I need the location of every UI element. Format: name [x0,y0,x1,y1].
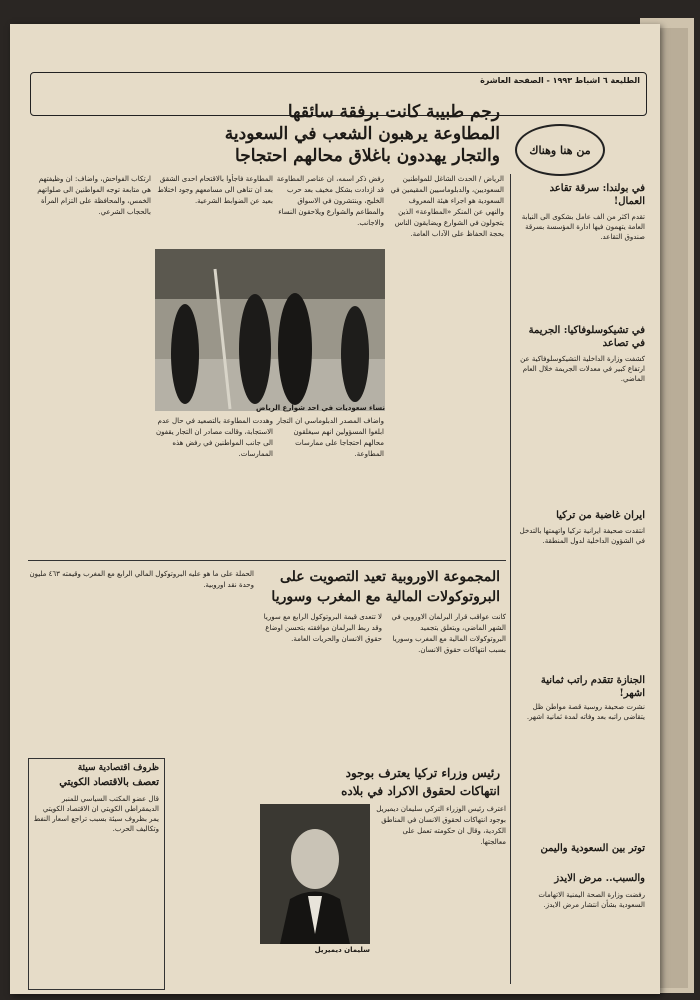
sidebar-item-1-title: في بولندا: سرقة تقاعد العمال! [549,183,645,207]
photo-caption: نساء سعوديات في احد شوارع الرياض [256,404,385,412]
turkey-headline-2: انتهاكات لحقوق الاكراد في بلاده [341,784,500,798]
sidebar-item-1-body: تقدم اكثر من الف عامل بشكوى الى النيابة العامة يتهمون فيها ادارة المؤسسة بسرقة صندوق التقاعد. [521,213,645,241]
economy-headline-1: ظروف اقتصادية سيئة [77,763,159,773]
newspaper-page [10,24,660,994]
turkey-body-cont [170,804,256,984]
eu-story-body-a: كانت عواقب قرار البرلمان الاوروبي في الشهر الماضي، ويتعلق بتجميد البروتوكولات المالية مع المغرب وسوريا بسبب انتهاكات حقوق الانسان. [391,613,506,654]
sidebar-item-2-body: كشفت وزارة الداخلية التشيكوسلوفاكية عن ارتفاع كبير في معدلات الجريمة خلال العام الماضي. [520,355,645,383]
sidebar-item-5-title: توتر بين السعودية واليمن [540,843,645,854]
main-story-col-6: وهددت المطاوعة بالتصعيد في حال عدم الاستجابة، وقالت مصادر ان التجار يقفون الى جانب المواطنين في رفض هذه الممارسات. [155,417,273,458]
sidebar-item-3-title: ايران غاضبة من تركيا [556,510,645,521]
eu-story-body-c: الحملة على ما هو عليه البروتوكول المالي الرابع مع المغرب وقيمته ٤٦٣ مليون وحدة نقد اوروبية. [29,570,254,589]
header-date-page: الطليعة ٦ اشباط ١٩٩٣ - الصفحة العاشرة [480,76,640,85]
sidebar-item-6-title: والسبب.. مرض الايدز [554,873,645,884]
sidebar-item-3-body: انتقدت صحيفة ايرانية تركيا واتهمتها بالتدخل في الشؤون الداخلية لدول المنطقة. [519,527,645,545]
economy-headline-2: تعصف بالاقتصاد الكويتي [59,777,159,788]
sidebar-item-6-body: رفضت وزارة الصحة اليمنية الاتهامات السعودية بشأن انتشار مرض الايدز. [538,891,645,909]
sidebar-item-4-body: نشرت صحيفة روسية قصة مواطن ظل يتقاضى راتبه بعد وفاته لمدة ثمانية اشهر. [526,703,645,721]
demirel-photo [260,804,370,944]
economy-body: قال عضو المكتب السياسي للمنبر الديمقراطي الكويتي ان الاقتصاد الكويتي يمر بظروف سيئة بسبب تراجع اسعار النفط وتكاليف الحرب. [33,795,159,833]
main-story-col-3: المطاوعة فاجأوا بالاقتحام احدى الشقق بعد ان تناهى الى مسامعهم وجود اختلاط بعيد عن الضوابط الشرعية. [157,175,273,205]
section-divider-eu [28,560,506,561]
main-story-col-5: واضاف المصدر الدبلوماسي ان التجار ابلغوا المسؤولين انهم سيغلقون محالهم احتجاجا على ممارسات المطاوعة. [276,417,384,458]
demirel-caption: سليمان ديميريل [314,946,370,954]
turkey-headline-1: رئيس وزراء تركيا يعترف بوجود [345,766,500,780]
portrait-illustration [260,804,370,944]
eu-story-body-b: لا تتعدى قيمة البروتوكول الرابع مع سوريا وقد ربط البرلمان موافقته بتحسن اوضاع حقوق الانسان والحريات العامة. [263,613,382,643]
main-story-col-1: الرياض / الحدث الشاغل للمواطنين السعوديين، والدبلوماسيين المقيمين في السعودية هو اجراء هيئة المعروف والنهي عن المنكر «المطاوعة» الذين يتجولون في الشوارع ويضايقون الناس بحجة الحفاظ على الآداب العامة. [390,175,504,238]
sidebar-divider [510,174,511,984]
saudi-women-photo [155,249,385,411]
main-story-col-4: ارتكاب الفواحش، واضاف: ان وظيفتهم هي متابعة توجه المواطنين الى صلواتهم الخمس، والمحافظة على التزام المرأة بالحجاب الشرعي. [37,175,151,216]
sidebar-item-4-title: الجنازة تتقدم راتب ثمانية اشهر! [540,675,645,699]
eu-headline-1: المجموعة الاوروبية تعيد التصويت على [279,569,500,585]
section-logo: من هنا وهناك [515,124,605,176]
main-headline-3: والتجار يهددون باغلاق محالهم احتجاجا [235,146,500,166]
turkey-body: اعترف رئيس الوزراء التركي سليمان ديميريل بوجود انتهاكات لحقوق الانسان في المناطق الكردية، وقال ان حكومته تعمل على معالجتها. [376,805,506,846]
photo-illustration [155,249,385,411]
eu-headline-2: البروتوكولات المالية مع المغرب وسوريا [271,589,500,605]
main-story-col-2: رفض ذكر اسمه، ان عناصر المطاوعة قد ازدادت بشكل مخيف بعد حرب الخليج، وينتشرون في الاسواق والمطاعم والشوارع ويلاحقون النساء والاجانب. [276,175,384,227]
sidebar-item-2-title: في تشيكوسلوفاكيا: الجريمة في تصاعد [528,325,645,349]
main-headline-2: المطاوعة يرهبون الشعب في السعودية [224,124,500,144]
main-headline-1: رجم طبيبة كانت برفقة سائقها [287,102,500,122]
